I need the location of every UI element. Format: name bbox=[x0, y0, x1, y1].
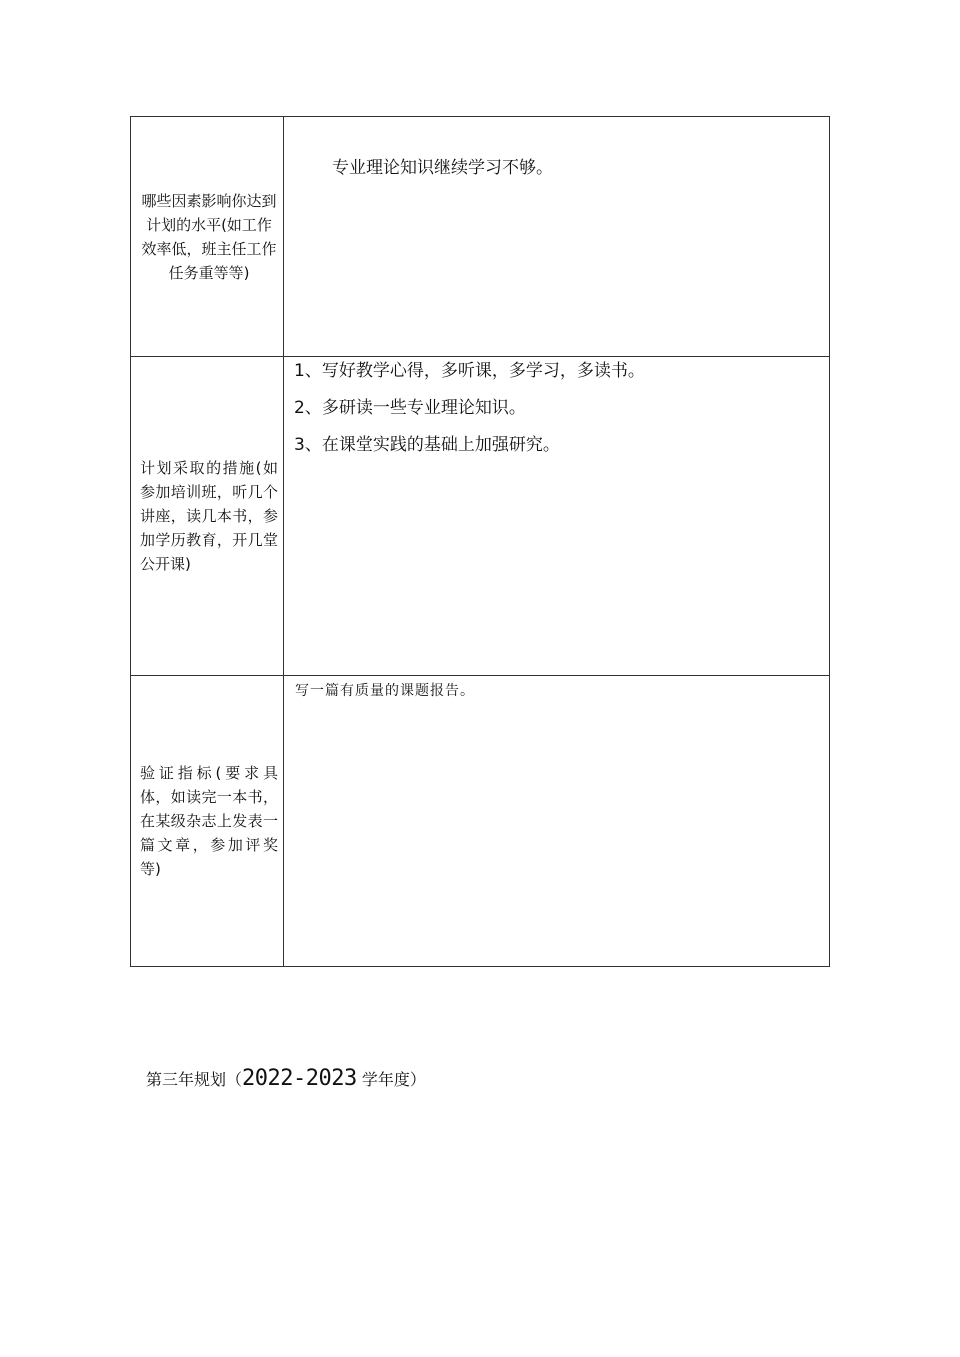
measures-label: 计划采取的措施(如参加培训班，听几个讲座，读几本书，参加学历教育，开几堂公开课) bbox=[140, 459, 278, 573]
factors-label-cell bbox=[131, 117, 284, 357]
plan-table bbox=[130, 116, 830, 967]
section-heading-suffix: 学年度） bbox=[356, 1070, 426, 1089]
measure-item: 1、写好教学心得，多听课，多学习，多读书。 bbox=[294, 361, 645, 381]
table-row-factors bbox=[131, 117, 830, 357]
factors-content-cell bbox=[284, 117, 830, 357]
section-heading bbox=[146, 1064, 426, 1095]
indicators-content-cell bbox=[284, 676, 830, 967]
measure-item: 2、多研读一些专业理论知识。 bbox=[294, 398, 526, 418]
factors-label: 哪些因素影响你达到计划的水平(如工作效率低，班主任工作任务重等等) bbox=[141, 191, 277, 282]
factors-content: 专业理论知识继续学习不够。 bbox=[332, 158, 553, 178]
measures-label-cell bbox=[131, 357, 284, 676]
measures-content-cell bbox=[284, 357, 830, 676]
indicators-label-cell bbox=[131, 676, 284, 967]
table-row-indicators bbox=[131, 676, 830, 967]
measure-item: 3、在课堂实践的基础上加强研究。 bbox=[294, 435, 560, 455]
indicators-content: 写一篇有质量的课题报告。 bbox=[295, 683, 475, 699]
table-row-measures bbox=[131, 357, 830, 676]
measures-list bbox=[284, 357, 829, 458]
indicators-label: 验证指标(要求具体，如读完一本书，在某级杂志上发表一篇文章，参加评奖等) bbox=[140, 764, 278, 878]
section-heading-year: 2022-2023 bbox=[242, 1066, 357, 1091]
section-heading-prefix: 第三年规划（ bbox=[146, 1070, 243, 1089]
